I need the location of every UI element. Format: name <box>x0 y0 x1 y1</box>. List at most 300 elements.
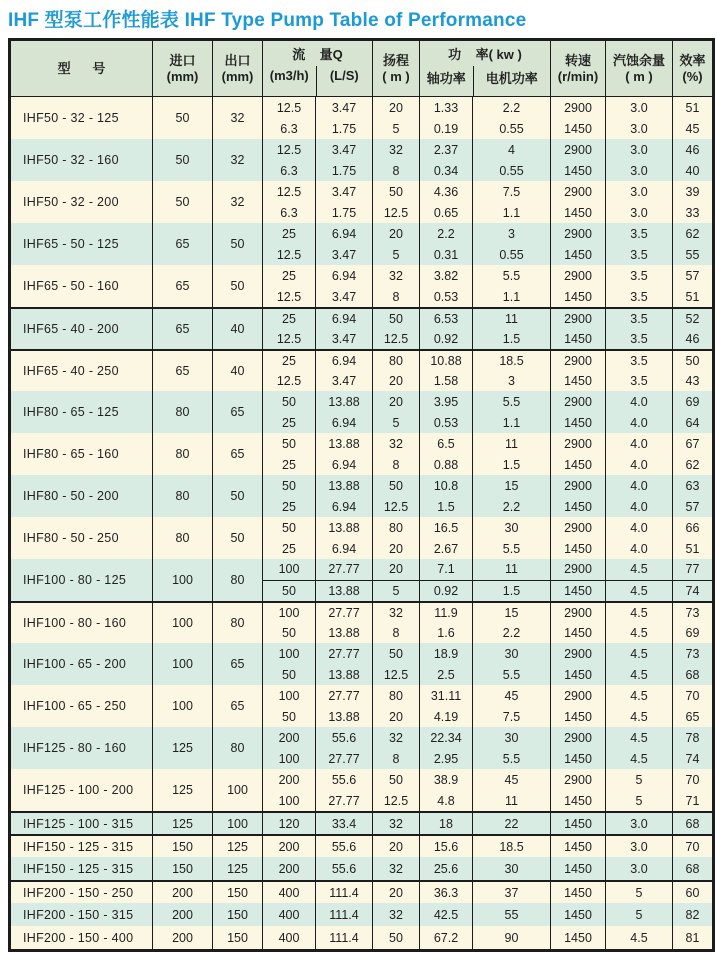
cell-flow-m3h: 100 <box>263 559 316 580</box>
cell-efficiency: 51 <box>685 289 700 304</box>
cell-efficiency: 43 <box>685 374 700 388</box>
sub-row <box>263 181 712 202</box>
table-row <box>11 601 712 643</box>
cell-npsh: 4.5 <box>606 926 673 949</box>
cell-npsh: 3.5 <box>606 244 673 265</box>
row-values <box>263 727 712 769</box>
cell-shaft-power: 2.2 <box>420 223 473 244</box>
header-head-label: 扬程 <box>382 52 409 68</box>
cell-motor-power: 11 <box>473 790 551 811</box>
cell-npsh: 3.0 <box>606 836 673 857</box>
row-values <box>263 603 712 643</box>
cell-motor-power: 15 <box>473 475 551 496</box>
cell-shaft-power: 4.36 <box>420 181 473 202</box>
table-row <box>11 181 712 223</box>
cell-flow-m3h: 100 <box>263 748 316 769</box>
cell-npsh: 4.5 <box>606 559 673 580</box>
cell-flow-m3h: 50 <box>263 475 316 496</box>
cell-outlet: 40 <box>213 309 263 349</box>
cell-model: IHF100 - 80 - 125 <box>11 559 153 601</box>
cell-efficiency: 73 <box>685 606 700 620</box>
table-row <box>11 391 712 433</box>
row-values <box>263 836 712 857</box>
sub-row <box>263 139 712 160</box>
table-row <box>11 517 712 559</box>
cell-inlet: 50 <box>153 139 213 181</box>
header-power-title: 功 率( kw ) <box>448 46 522 62</box>
cell-flow-m3h: 200 <box>263 769 316 790</box>
cell-flow-ls: 13.88 <box>316 391 373 412</box>
cell-speed: 1450 <box>551 371 606 391</box>
cell-flow-m3h: 12.5 <box>263 329 316 349</box>
cell-flow-ls: 13.88 <box>316 623 373 643</box>
table-row <box>11 903 712 926</box>
header-npsh-label: 汽蚀余量 <box>612 52 665 68</box>
cell-shaft-power: 42.5 <box>420 903 473 926</box>
cell-model: IHF50 - 32 - 125 <box>11 97 153 139</box>
cell-efficiency: 40 <box>685 163 700 178</box>
cell-speed: 1450 <box>551 903 606 926</box>
cell-flow-ls: 6.94 <box>316 265 373 286</box>
header-speed-label: 转速 <box>564 52 591 68</box>
table-row <box>11 223 712 265</box>
cell-flow-ls: 3.47 <box>316 181 373 202</box>
header-outlet <box>213 41 263 96</box>
cell-efficiency: 69 <box>685 394 700 409</box>
cell-model: IHF65 - 50 - 160 <box>11 265 153 307</box>
cell-speed: 2900 <box>551 433 606 454</box>
cell-speed: 1450 <box>551 664 606 685</box>
cell-flow-ls: 3.47 <box>316 97 373 118</box>
cell-flow-ls: 3.47 <box>316 329 373 349</box>
cell-speed: 1450 <box>551 748 606 769</box>
cell-motor-power: 22 <box>473 813 551 834</box>
cell-head: 5 <box>373 244 420 265</box>
cell-head: 20 <box>373 836 420 857</box>
cell-npsh: 4.5 <box>606 643 673 664</box>
cell-outlet: 125 <box>213 857 263 880</box>
cell-efficiency: 70 <box>685 772 700 787</box>
cell-flow-ls: 3.47 <box>316 371 373 391</box>
table-body <box>11 97 712 949</box>
cell-efficiency: 46 <box>685 142 700 157</box>
row-values <box>263 181 712 223</box>
sub-row <box>263 903 712 926</box>
cell-npsh: 3.0 <box>606 813 673 834</box>
cell-npsh: 3.5 <box>606 265 673 286</box>
cell-npsh: 3.0 <box>606 160 673 181</box>
cell-flow-ls: 1.75 <box>316 160 373 181</box>
cell-flow-ls: 13.88 <box>316 517 373 538</box>
cell-flow-ls: 27.77 <box>316 748 373 769</box>
cell-flow-m3h: 50 <box>263 581 316 602</box>
sub-row <box>263 769 712 790</box>
row-values <box>263 685 712 727</box>
cell-npsh: 3.5 <box>606 329 673 349</box>
cell-flow-m3h: 12.5 <box>263 139 316 160</box>
cell-head: 8 <box>373 748 420 769</box>
cell-efficiency: 50 <box>685 354 700 368</box>
cell-motor-power: 2.2 <box>473 496 551 517</box>
sub-row <box>263 412 712 433</box>
cell-inlet: 65 <box>153 309 213 349</box>
sub-row <box>263 97 712 118</box>
header-head-unit: ( m ) <box>382 68 410 84</box>
cell-shaft-power: 10.8 <box>420 475 473 496</box>
cell-motor-power: 18.5 <box>473 836 551 857</box>
cell-head: 80 <box>373 685 420 706</box>
sub-row <box>263 748 712 769</box>
cell-npsh: 3.5 <box>606 371 673 391</box>
cell-npsh: 4.0 <box>606 391 673 412</box>
cell-outlet: 32 <box>213 97 263 139</box>
cell-shaft-power: 18 <box>420 813 473 834</box>
cell-head: 5 <box>373 581 420 602</box>
cell-flow-m3h: 200 <box>263 836 316 857</box>
sub-row <box>263 371 712 391</box>
sub-row <box>263 790 712 811</box>
cell-head: 20 <box>373 882 420 903</box>
cell-shaft-power: 4.8 <box>420 790 473 811</box>
cell-npsh: 4.5 <box>606 727 673 748</box>
cell-motor-power: 90 <box>473 926 551 949</box>
cell-head: 12.5 <box>373 329 420 349</box>
cell-efficiency: 60 <box>685 885 700 900</box>
cell-flow-m3h: 50 <box>263 664 316 685</box>
header-flow-m3h: (m3/h) <box>269 67 309 83</box>
cell-npsh: 5 <box>606 769 673 790</box>
cell-head: 50 <box>373 475 420 496</box>
cell-shaft-power: 0.65 <box>420 202 473 223</box>
cell-shaft-power: 11.9 <box>420 603 473 623</box>
cell-efficiency: 70 <box>685 688 700 703</box>
cell-flow-ls: 3.47 <box>316 139 373 160</box>
pump-performance-table <box>8 38 715 952</box>
header-head <box>373 41 420 96</box>
sub-row <box>263 664 712 685</box>
cell-flow-ls: 1.75 <box>316 202 373 223</box>
cell-flow-ls: 6.94 <box>316 351 373 371</box>
cell-efficiency: 68 <box>685 861 700 876</box>
cell-shaft-power: 2.67 <box>420 538 473 559</box>
cell-npsh: 3.0 <box>606 118 673 139</box>
cell-shaft-power: 0.88 <box>420 454 473 475</box>
sub-row <box>263 836 712 857</box>
cell-shaft-power: 0.31 <box>420 244 473 265</box>
row-values <box>263 813 712 834</box>
cell-model: IHF80 - 50 - 200 <box>11 475 153 517</box>
cell-motor-power: 55 <box>473 903 551 926</box>
cell-head: 50 <box>373 926 420 949</box>
cell-speed: 1450 <box>551 836 606 857</box>
cell-flow-ls: 27.77 <box>316 685 373 706</box>
cell-motor-power: 30 <box>473 857 551 880</box>
cell-model: IHF100 - 65 - 200 <box>11 643 153 685</box>
sub-row <box>263 286 712 307</box>
cell-head: 50 <box>373 309 420 329</box>
cell-model: IHF80 - 65 - 125 <box>11 391 153 433</box>
cell-motor-power: 3 <box>473 223 551 244</box>
table-row <box>11 475 712 517</box>
cell-shaft-power: 22.34 <box>420 727 473 748</box>
cell-inlet: 50 <box>153 181 213 223</box>
cell-motor-power: 45 <box>473 769 551 790</box>
cell-efficiency: 64 <box>685 415 700 430</box>
sub-row <box>263 603 712 623</box>
cell-efficiency: 51 <box>685 100 700 115</box>
table-row <box>11 880 712 903</box>
cell-head: 5 <box>373 118 420 139</box>
sub-row <box>263 351 712 371</box>
cell-speed: 2900 <box>551 351 606 371</box>
cell-flow-m3h: 12.5 <box>263 97 316 118</box>
header-efficiency <box>673 41 712 96</box>
cell-npsh: 4.0 <box>606 496 673 517</box>
header-npsh <box>606 41 673 96</box>
cell-speed: 1450 <box>551 454 606 475</box>
header-inlet-unit: (mm) <box>166 68 199 84</box>
cell-flow-m3h: 6.3 <box>263 118 316 139</box>
table-row <box>11 265 712 307</box>
cell-speed: 2900 <box>551 181 606 202</box>
cell-flow-ls: 13.88 <box>316 433 373 454</box>
cell-shaft-power: 6.53 <box>420 309 473 329</box>
cell-flow-m3h: 12.5 <box>263 244 316 265</box>
cell-inlet: 100 <box>153 603 213 643</box>
cell-shaft-power: 0.53 <box>420 412 473 433</box>
cell-flow-m3h: 400 <box>263 903 316 926</box>
cell-flow-m3h: 50 <box>263 623 316 643</box>
cell-shaft-power: 3.95 <box>420 391 473 412</box>
cell-flow-ls: 27.77 <box>316 643 373 664</box>
cell-flow-ls: 3.47 <box>316 244 373 265</box>
sub-row <box>263 559 712 581</box>
sub-row <box>263 727 712 748</box>
cell-npsh: 4.0 <box>606 517 673 538</box>
header-flow-title: 流 量Q <box>292 46 343 62</box>
cell-speed: 2900 <box>551 265 606 286</box>
table-row <box>11 349 712 391</box>
cell-motor-power: 2.2 <box>473 97 551 118</box>
cell-head: 20 <box>373 538 420 559</box>
row-values <box>263 903 712 926</box>
cell-flow-ls: 6.94 <box>316 454 373 475</box>
cell-model: IHF80 - 65 - 160 <box>11 433 153 475</box>
cell-head: 8 <box>373 454 420 475</box>
sub-row <box>263 882 712 903</box>
header-outlet-label: 出口 <box>224 52 251 68</box>
cell-head: 8 <box>373 623 420 643</box>
cell-flow-m3h: 50 <box>263 517 316 538</box>
cell-head: 12.5 <box>373 496 420 517</box>
cell-shaft-power: 0.53 <box>420 286 473 307</box>
cell-flow-ls: 55.6 <box>316 836 373 857</box>
cell-motor-power: 30 <box>473 643 551 664</box>
cell-shaft-power: 7.1 <box>420 559 473 580</box>
cell-outlet: 40 <box>213 351 263 391</box>
cell-inlet: 100 <box>153 643 213 685</box>
cell-model: IHF50 - 32 - 160 <box>11 139 153 181</box>
cell-shaft-power: 1.5 <box>420 496 473 517</box>
sub-row <box>263 813 712 834</box>
cell-flow-ls: 13.88 <box>316 581 373 602</box>
header-power-motor: 电机功率 <box>473 66 550 96</box>
cell-shaft-power: 2.5 <box>420 664 473 685</box>
header-flow-group <box>263 41 373 96</box>
cell-outlet: 150 <box>213 903 263 926</box>
sub-row <box>263 643 712 664</box>
cell-motor-power: 1.5 <box>473 581 551 602</box>
cell-flow-ls: 27.77 <box>316 603 373 623</box>
cell-shaft-power: 1.58 <box>420 371 473 391</box>
cell-head: 50 <box>373 769 420 790</box>
cell-efficiency: 62 <box>685 457 700 472</box>
cell-inlet: 200 <box>153 926 213 949</box>
sub-row <box>263 581 712 602</box>
sub-row <box>263 433 712 454</box>
cell-outlet: 125 <box>213 836 263 857</box>
cell-npsh: 5 <box>606 903 673 926</box>
row-values <box>263 139 712 181</box>
sub-row <box>263 329 712 349</box>
sub-row <box>263 538 712 559</box>
cell-head: 20 <box>373 371 420 391</box>
cell-motor-power: 30 <box>473 517 551 538</box>
cell-head: 32 <box>373 265 420 286</box>
cell-efficiency: 57 <box>685 499 700 514</box>
sub-row <box>263 706 712 727</box>
cell-model: IHF150 - 125 - 315 <box>11 836 153 857</box>
cell-motor-power: 5.5 <box>473 538 551 559</box>
cell-flow-m3h: 12.5 <box>263 286 316 307</box>
cell-npsh: 3.0 <box>606 97 673 118</box>
cell-flow-m3h: 100 <box>263 685 316 706</box>
cell-flow-m3h: 100 <box>263 643 316 664</box>
table-row <box>11 811 712 834</box>
cell-shaft-power: 0.92 <box>420 329 473 349</box>
cell-outlet: 100 <box>213 769 263 811</box>
cell-npsh: 4.5 <box>606 664 673 685</box>
cell-flow-m3h: 25 <box>263 412 316 433</box>
cell-speed: 1450 <box>551 926 606 949</box>
cell-motor-power: 11 <box>473 309 551 329</box>
cell-flow-m3h: 25 <box>263 351 316 371</box>
cell-motor-power: 15 <box>473 603 551 623</box>
sub-row <box>263 309 712 329</box>
cell-shaft-power: 67.2 <box>420 926 473 949</box>
cell-efficiency: 57 <box>685 268 700 283</box>
cell-npsh: 3.0 <box>606 857 673 880</box>
cell-speed: 1450 <box>551 706 606 727</box>
cell-npsh: 4.0 <box>606 538 673 559</box>
sub-row <box>263 160 712 181</box>
cell-shaft-power: 1.6 <box>420 623 473 643</box>
header-power-shaft: 轴功率 <box>426 70 466 86</box>
cell-flow-m3h: 200 <box>263 857 316 880</box>
cell-npsh: 3.5 <box>606 309 673 329</box>
cell-outlet: 80 <box>213 559 263 601</box>
cell-shaft-power: 16.5 <box>420 517 473 538</box>
cell-motor-power: 0.55 <box>473 160 551 181</box>
cell-speed: 1450 <box>551 623 606 643</box>
cell-flow-ls: 6.94 <box>316 412 373 433</box>
cell-speed: 2900 <box>551 769 606 790</box>
header-inlet <box>153 41 213 96</box>
sub-row <box>263 857 712 880</box>
cell-efficiency: 46 <box>685 332 700 346</box>
cell-outlet: 65 <box>213 433 263 475</box>
cell-motor-power: 5.5 <box>473 391 551 412</box>
cell-flow-m3h: 100 <box>263 603 316 623</box>
cell-npsh: 4.5 <box>606 706 673 727</box>
cell-flow-ls: 55.6 <box>316 769 373 790</box>
cell-motor-power: 1.5 <box>473 454 551 475</box>
cell-flow-m3h: 50 <box>263 391 316 412</box>
row-values <box>263 882 712 903</box>
cell-npsh: 5 <box>606 790 673 811</box>
cell-outlet: 32 <box>213 181 263 223</box>
cell-outlet: 50 <box>213 265 263 307</box>
cell-npsh: 4.5 <box>606 581 673 602</box>
row-values <box>263 643 712 685</box>
cell-motor-power: 0.55 <box>473 118 551 139</box>
cell-motor-power: 11 <box>473 559 551 580</box>
cell-model: IHF50 - 32 - 200 <box>11 181 153 223</box>
cell-shaft-power: 31.11 <box>420 685 473 706</box>
cell-shaft-power: 15.6 <box>420 836 473 857</box>
cell-flow-ls: 55.6 <box>316 857 373 880</box>
cell-flow-ls: 111.4 <box>316 926 373 949</box>
table-header-row <box>11 41 712 97</box>
cell-speed: 2900 <box>551 603 606 623</box>
cell-head: 32 <box>373 433 420 454</box>
cell-efficiency: 71 <box>685 793 700 808</box>
row-values <box>263 351 712 391</box>
cell-inlet: 100 <box>153 685 213 727</box>
cell-speed: 1450 <box>551 857 606 880</box>
cell-outlet: 50 <box>213 223 263 265</box>
cell-model: IHF65 - 50 - 125 <box>11 223 153 265</box>
cell-inlet: 125 <box>153 727 213 769</box>
cell-flow-ls: 33.4 <box>316 813 373 834</box>
cell-efficiency: 63 <box>685 478 700 493</box>
row-values <box>263 223 712 265</box>
cell-speed: 1450 <box>551 286 606 307</box>
cell-head: 12.5 <box>373 790 420 811</box>
cell-flow-ls: 27.77 <box>316 559 373 580</box>
cell-efficiency: 68 <box>685 667 700 682</box>
cell-motor-power: 1.1 <box>473 412 551 433</box>
cell-speed: 1450 <box>551 118 606 139</box>
cell-head: 50 <box>373 181 420 202</box>
row-values <box>263 517 712 559</box>
cell-speed: 2900 <box>551 97 606 118</box>
cell-model: IHF65 - 40 - 250 <box>11 351 153 391</box>
header-efficiency-unit: (%) <box>682 68 703 84</box>
row-values <box>263 475 712 517</box>
cell-shaft-power: 36.3 <box>420 882 473 903</box>
cell-flow-ls: 13.88 <box>316 664 373 685</box>
cell-head: 20 <box>373 559 420 580</box>
sub-row <box>263 926 712 949</box>
cell-flow-m3h: 50 <box>263 433 316 454</box>
cell-model: IHF125 - 100 - 200 <box>11 769 153 811</box>
cell-npsh: 3.5 <box>606 223 673 244</box>
cell-npsh: 3.0 <box>606 181 673 202</box>
cell-efficiency: 45 <box>685 121 700 136</box>
cell-inlet: 150 <box>153 836 213 857</box>
cell-speed: 1450 <box>551 790 606 811</box>
